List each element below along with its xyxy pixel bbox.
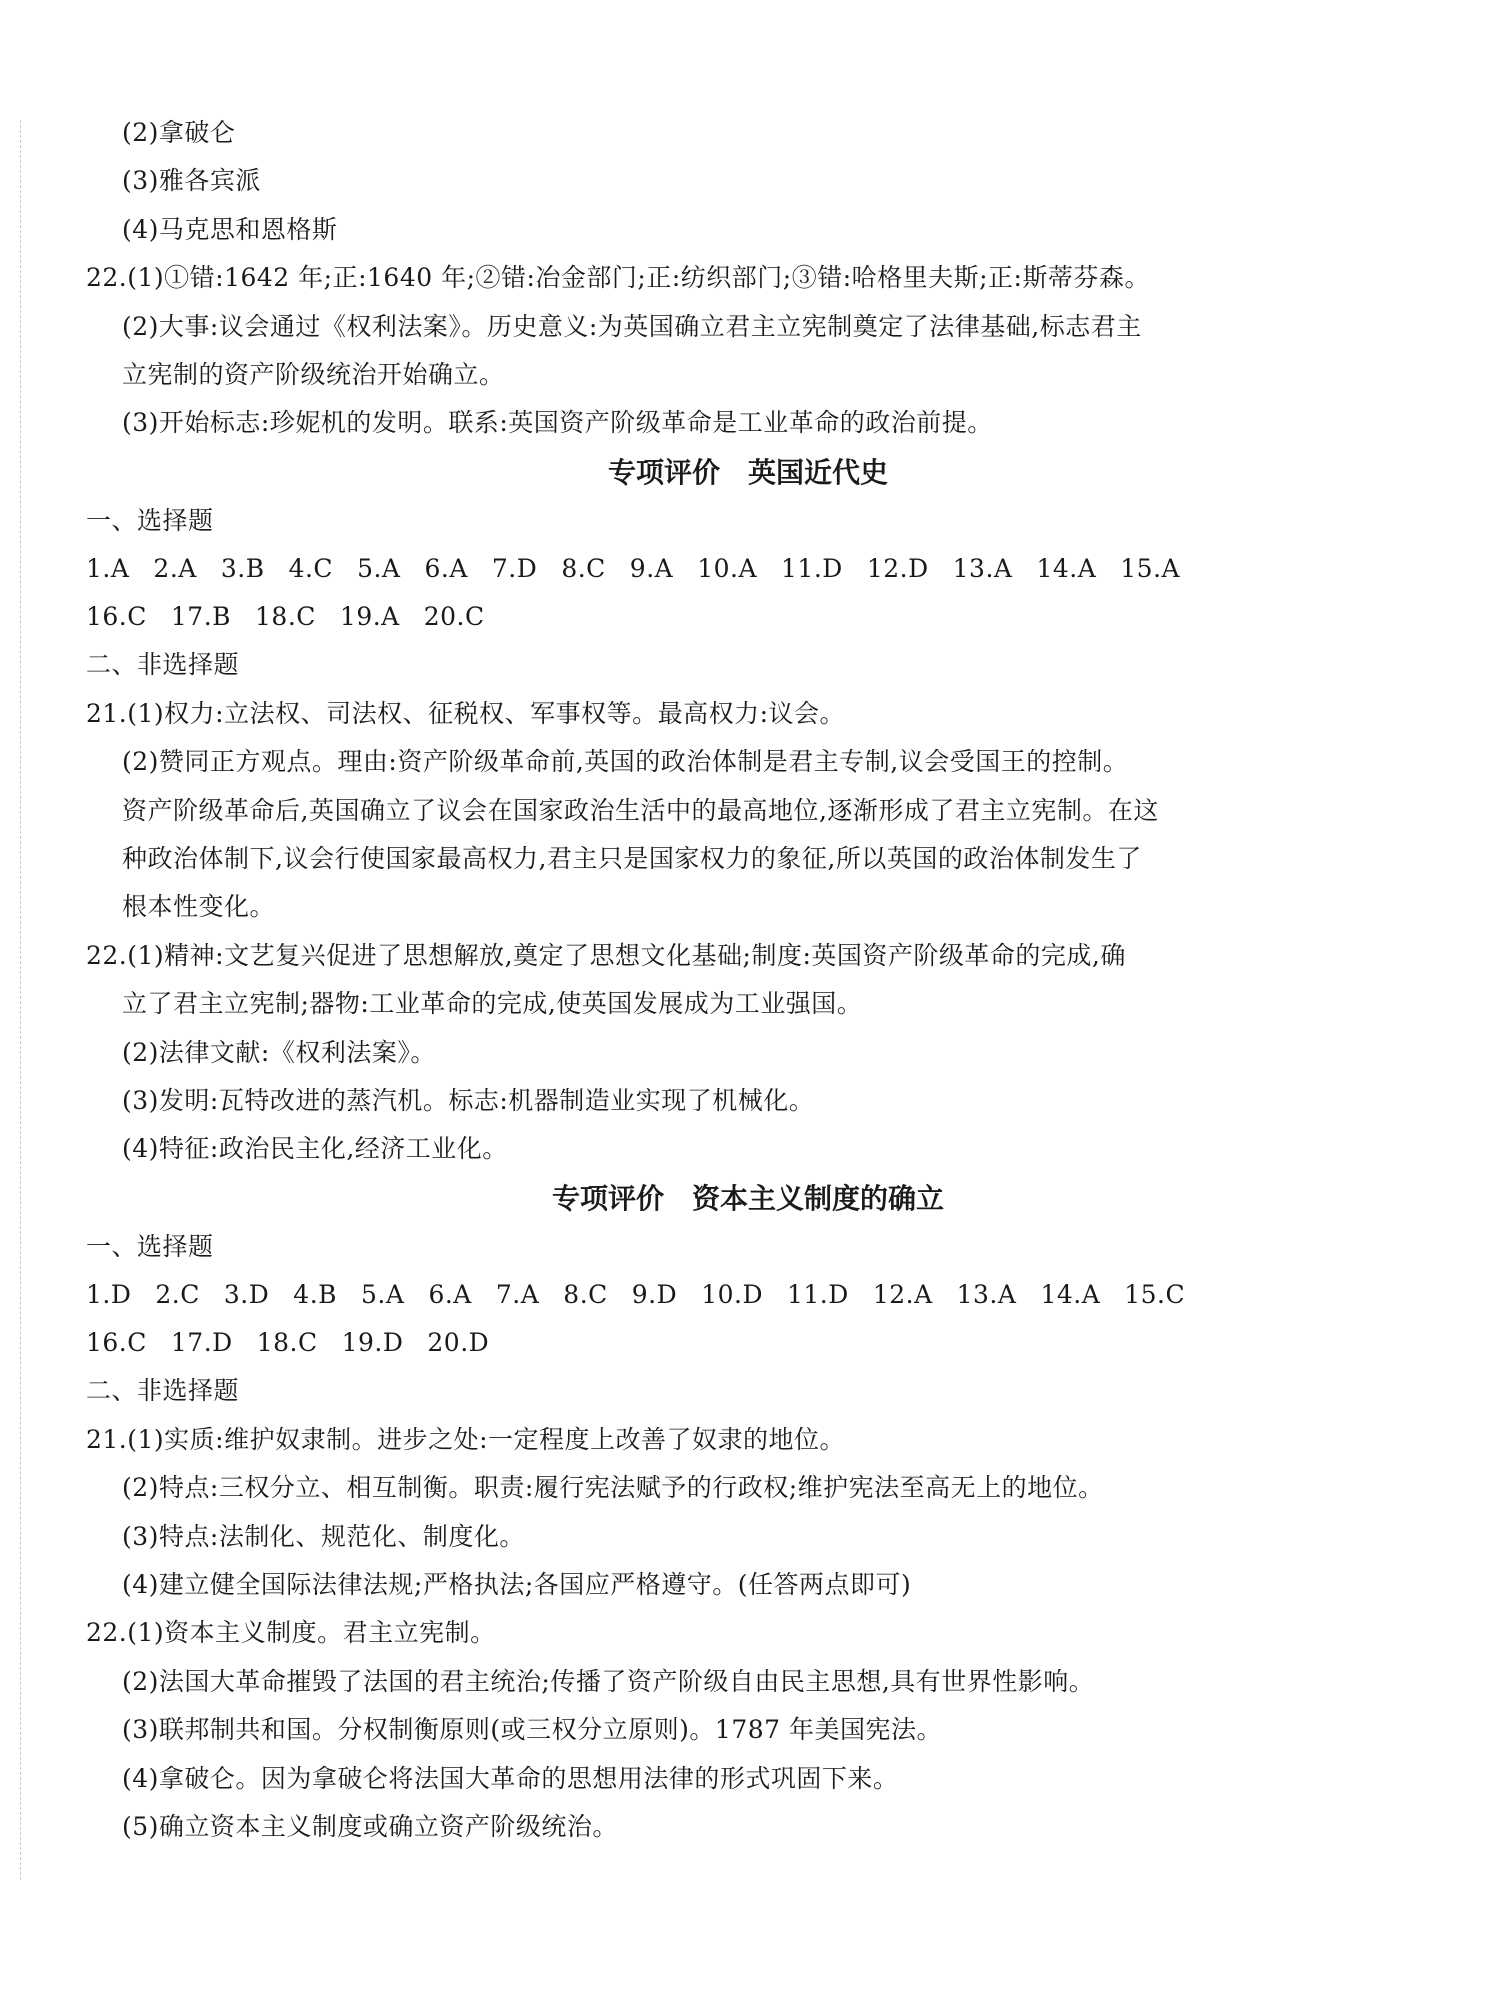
section-title: 专项评价 英国近代史 — [607, 456, 888, 489]
choice-answer: 20.C — [423, 602, 485, 631]
binding-margin-line — [20, 120, 21, 1880]
choice-answers-row — [86, 1278, 1209, 1312]
choice-heading: 一、选择题 — [86, 506, 214, 535]
choice-answer: 9.D — [631, 1280, 678, 1309]
choice-answer: 7.D — [491, 554, 538, 583]
choice-answers-row — [86, 552, 1204, 586]
choice-answer: 19.D — [341, 1328, 404, 1357]
choice-answer: 16.C — [86, 602, 147, 631]
choice-answer: 8.C — [563, 1280, 608, 1309]
answer-line: 种政治体制下,议会行使国家最高权力,君主只是国家权力的象征,所以英国的政治体制发生了 — [122, 844, 1142, 873]
answer-line: (2)特点:三权分立、相互制衡。职责:履行宪法赋予的行政权;维护宪法至高无上的地位。 — [122, 1473, 1104, 1502]
answer-line: (3)特点:法制化、规范化、制度化。 — [122, 1522, 525, 1551]
choice-answer: 5.A — [357, 554, 401, 583]
answer-line: (4)马克思和恩格斯 — [122, 215, 338, 244]
choice-answer: 3.D — [223, 1280, 270, 1309]
choice-answer: 19.A — [339, 602, 400, 631]
answer-line: 根本性变化。 — [122, 892, 276, 921]
answer-line: (3)雅各宾派 — [122, 166, 261, 195]
answer-line: 资产阶级革命后,英国确立了议会在国家政治生活中的最高地位,逐渐形成了君主立宪制。在这 — [122, 796, 1159, 825]
answer-line: 21.(1)权力:立法权、司法权、征税权、军事权等。最高权力:议会。 — [86, 699, 846, 728]
choice-answer: 7.A — [495, 1280, 540, 1309]
choice-answer: 15.A — [1120, 554, 1181, 583]
answer-line: 22.(1)资本主义制度。君主立宪制。 — [86, 1618, 496, 1647]
choice-answer: 11.D — [781, 554, 843, 583]
choice-answer: 1.A — [86, 554, 130, 583]
answer-line: 立宪制的资产阶级统治开始确立。 — [122, 360, 505, 389]
choice-answer: 8.C — [561, 554, 606, 583]
choice-answer: 13.A — [956, 1280, 1017, 1309]
answer-line: (2)赞同正方观点。理由:资产阶级革命前,英国的政治体制是君主专制,议会受国王的控制。 — [122, 747, 1129, 776]
choice-answer: 6.A — [428, 1280, 472, 1309]
nonchoice-heading: 二、非选择题 — [86, 650, 240, 679]
choice-answer: 6.A — [424, 554, 468, 583]
answer-line: (4)建立健全国际法律法规;严格执法;各国应严格遵守。(任答两点即可) — [122, 1570, 912, 1599]
answer-line: (4)特征:政治民主化,经济工业化。 — [122, 1134, 508, 1163]
section-title: 专项评价 资本主义制度的确立 — [551, 1182, 944, 1215]
answer-line: (3)联邦制共和国。分权制衡原则(或三权分立原则)。1787 年美国宪法。 — [122, 1715, 942, 1744]
answer-line: (3)开始标志:珍妮机的发明。联系:英国资产阶级革命是工业革命的政治前提。 — [122, 408, 993, 437]
answer-line: (2)法律文献:《权利法案》。 — [122, 1038, 436, 1067]
answer-line: (3)发明:瓦特改进的蒸汽机。标志:机器制造业实现了机械化。 — [122, 1086, 815, 1115]
choice-answer: 12.D — [866, 554, 929, 583]
choice-answer: 1.D — [86, 1280, 132, 1309]
answer-line: (4)拿破仑。因为拿破仑将法国大革命的思想用法律的形式巩固下来。 — [122, 1764, 899, 1793]
choice-answer: 12.A — [872, 1280, 933, 1309]
choice-answer: 14.A — [1036, 554, 1097, 583]
choice-answers-row — [86, 1326, 513, 1360]
answer-line: 21.(1)实质:维护奴隶制。进步之处:一定程度上改善了奴隶的地位。 — [86, 1425, 846, 1454]
choice-answer: 20.D — [427, 1328, 490, 1357]
choice-answer: 18.C — [256, 1328, 318, 1357]
choice-answer: 2.A — [153, 554, 197, 583]
choice-answer: 5.A — [361, 1280, 405, 1309]
answer-line: 22.(1)①错:1642 年;正:1640 年;②错:冶金部门;正:纺织部门;③错:哈格里夫斯;正:斯蒂芬森。 — [86, 263, 1150, 292]
choice-answer: 2.C — [155, 1280, 200, 1309]
choice-answer: 11.D — [787, 1280, 849, 1309]
choice-answer: 10.A — [697, 554, 758, 583]
choice-answer: 13.A — [952, 554, 1013, 583]
choice-answer: 4.B — [293, 1280, 338, 1309]
answer-line: 22.(1)精神:文艺复兴促进了思想解放,奠定了思想文化基础;制度:英国资产阶级革命的完成,确 — [86, 941, 1126, 970]
choice-answer: 17.B — [170, 602, 232, 631]
answer-line: (2)拿破仑 — [122, 118, 236, 147]
choice-answers-row — [86, 600, 509, 634]
answer-line: (2)法国大革命摧毁了法国的君主统治;传播了资产阶级自由民主思想,具有世界性影响。 — [122, 1667, 1095, 1696]
nonchoice-heading: 二、非选择题 — [86, 1376, 240, 1405]
answer-line: (2)大事:议会通过《权利法案》。历史意义:为英国确立君主立宪制奠定了法律基础,标志君主 — [122, 312, 1142, 341]
choice-answer: 18.C — [255, 602, 316, 631]
choice-heading: 一、选择题 — [86, 1232, 214, 1261]
choice-answer: 9.A — [629, 554, 674, 583]
answer-line: (5)确立资本主义制度或确立资产阶级统治。 — [122, 1812, 618, 1841]
choice-answer: 14.A — [1040, 1280, 1101, 1309]
choice-answer: 4.C — [288, 554, 334, 583]
choice-answer: 17.D — [170, 1328, 233, 1357]
choice-answer: 3.B — [220, 554, 265, 583]
answer-line: 立了君主立宪制;器物:工业革命的完成,使英国发展成为工业强国。 — [122, 989, 863, 1018]
choice-answer: 10.D — [701, 1280, 763, 1309]
choice-answer: 15.C — [1124, 1280, 1186, 1309]
choice-answer: 16.C — [86, 1328, 147, 1357]
